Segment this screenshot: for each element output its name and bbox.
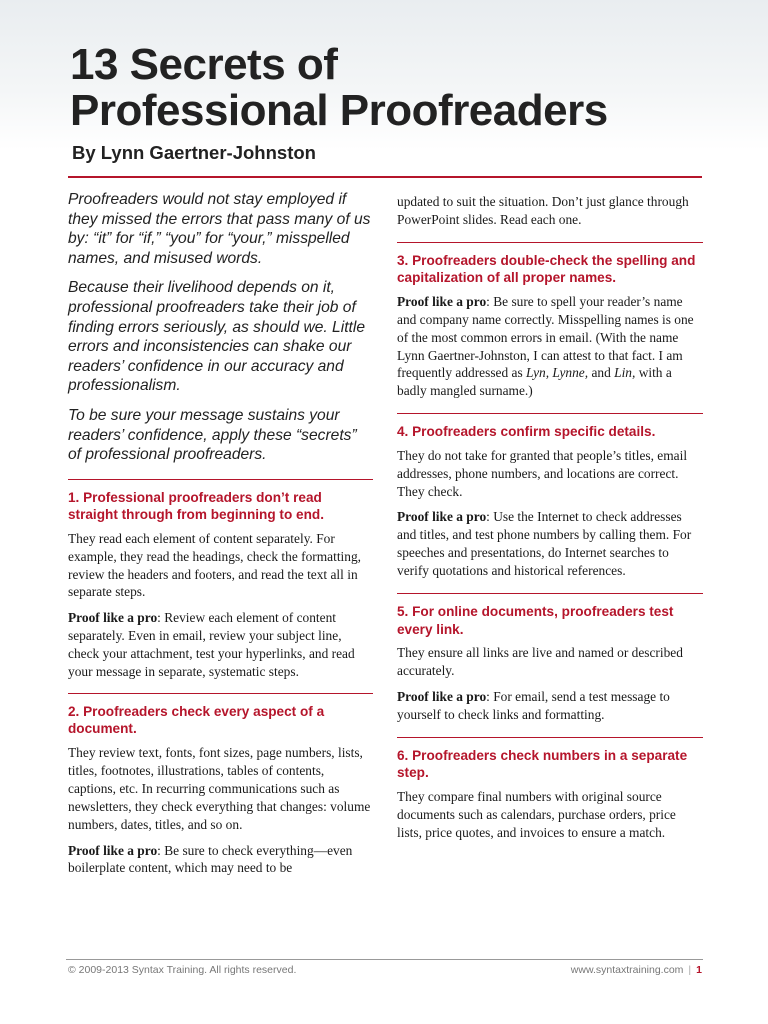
right-column (397, 193, 703, 849)
footer-separator: | (688, 964, 692, 976)
proof-tip-text: : Use the Internet to check addresses and titles, and test phone numbers by calling them. For speeches and presentations, do Internet searches to verify quotations and historical references. (397, 509, 692, 579)
proof-tip-text: with a badly mangled surname.) (397, 365, 672, 399)
section-divider (397, 242, 703, 243)
section-body: They ensure all links are live and named or described accurately. (397, 645, 683, 678)
footer-right (571, 964, 702, 976)
section-6 (397, 737, 703, 842)
proof-tip (397, 293, 703, 400)
section-body: They review text, fonts, font sizes, page numbers, lists, titles, footnotes, illustrations, tables of contents, captions, etc. In recurring communications such as newsletters, they check everything that changes: volume numbers, dates, titles, and so on. (68, 744, 371, 832)
intro-paragraph-1: Proofreaders would not stay employed if they missed the errors that pass many of us by: “it” for “if,” “you” for “your,” misspelled names, and misused words. (68, 191, 371, 267)
section-heading: 2. Proofreaders check every aspect of a document. (68, 703, 325, 737)
section-body: They do not take for granted that people’s titles, email addresses, phone numbers, and locations are correct. They check. (397, 447, 688, 499)
intro-paragraph-3: To be sure your message sustains your readers’ confidence, apply these “secrets” of professional proofreaders. (68, 406, 357, 464)
section-heading: 5. For online documents, proofreaders test every link. (397, 604, 674, 637)
proof-tip-label: Proof like a pro (397, 293, 487, 309)
section-heading: 4. Proofreaders confirm specific details. (397, 424, 656, 440)
proof-tip-text: : For email, send a test message to yourself to check links and formatting. (397, 688, 670, 722)
proof-tip-italic: Lyn, Lynne, (526, 365, 589, 381)
section-body: updated to suit the situation. Don’t just glance through PowerPoint slides. Read each one. (397, 194, 689, 227)
proof-tip-text: : Be sure to spell your reader’s name and company name correctly. Misspelling names is one of the most common errors in email. (With the name Lynn Gaertner-Johnston, I can attest to that fact. I am frequently addressed as (397, 293, 694, 381)
footer-divider (66, 959, 703, 960)
section-5 (397, 593, 703, 724)
page-number: 1 (696, 964, 702, 976)
proof-tip-label: Proof like a pro (397, 509, 487, 525)
section-heading: 1. Professional proofreaders don’t read straight through from beginning to end. (68, 489, 324, 523)
title-line-1: 13 Secrets of (70, 40, 338, 89)
proof-tip-text: : Review each element of content separately. Even in email, review your subject line, check your attachment, test your hyperlinks, and read your message in separate, systematic steps. (68, 610, 355, 680)
section-divider (68, 479, 373, 480)
left-column (68, 190, 373, 885)
section-divider (68, 693, 373, 694)
proof-tip-label: Proof like a pro (68, 842, 158, 858)
website-link[interactable]: www.syntaxtraining.com (570, 964, 684, 976)
proof-tip-label: Proof like a pro (68, 610, 158, 626)
section-divider (397, 737, 703, 738)
section-3 (397, 242, 703, 400)
proof-tip (397, 508, 703, 580)
title-line-2: Professional Proofreaders (70, 86, 608, 135)
footer-copyright: © 2009-2013 Syntax Training. All rights reserved. (68, 964, 297, 976)
section-1 (68, 479, 373, 681)
title-divider (68, 176, 702, 178)
author-byline: By Lynn Gaertner-Johnston (72, 142, 316, 163)
document-title (70, 42, 750, 134)
proof-tip (68, 842, 373, 878)
section-body: They compare final numbers with original source documents such as calendars, purchase orders, price lists, price quotes, and invoices to ensure a match. (397, 788, 676, 840)
proof-tip-italic: Lin, (614, 365, 636, 381)
section-4 (397, 413, 703, 580)
proof-tip (397, 688, 703, 724)
proof-tip-label: Proof like a pro (397, 688, 487, 704)
section-heading: 3. Proofreaders double-check the spelling and capitalization of all proper names. (397, 252, 696, 286)
section-divider (397, 413, 703, 414)
proof-tip-text: and (588, 365, 615, 381)
section-divider (397, 593, 703, 594)
intro-block (68, 190, 373, 465)
section-2 (68, 693, 373, 877)
section-body: They read each element of content separately. For example, they read the headings, check the formatting, review the headers and footers, and read the text all in separate steps. (68, 530, 361, 600)
section-heading: 6. Proofreaders check numbers in a separate step. (397, 747, 688, 781)
proof-tip (68, 609, 373, 681)
intro-paragraph-2: Because their livelihood depends on it, professional proofreaders take their job of finding errors seriously, as should we. Little errors and inconsistencies can shake our readers’ confidence in our accuracy and professionalism. (68, 279, 365, 395)
proof-tip-text: : Be sure to check everything—even boilerplate content, which may need to be (68, 842, 353, 876)
continued-text (397, 193, 703, 229)
